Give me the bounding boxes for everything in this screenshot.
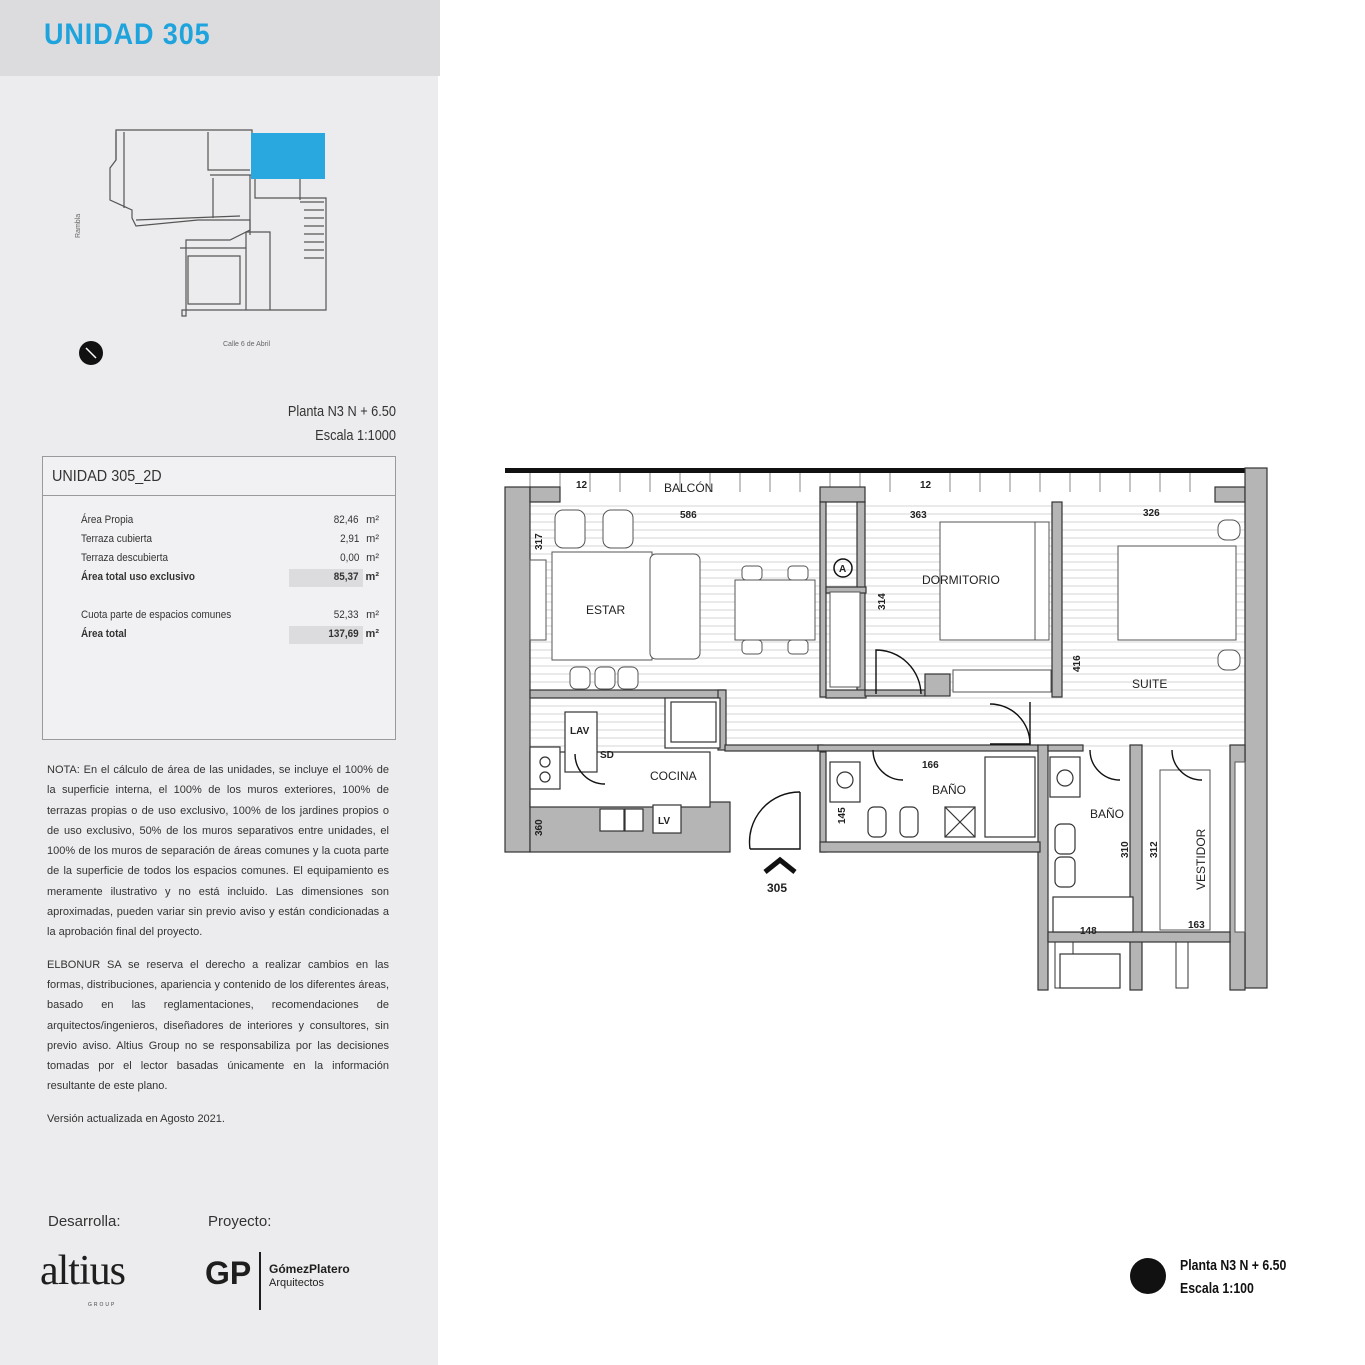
label-cocina: COCINA	[650, 769, 697, 783]
dim-bano1-width: 166	[922, 760, 939, 771]
plan-scale: Escala 1:1000	[315, 427, 396, 444]
title-bar	[0, 0, 440, 76]
label-sd: SD	[600, 750, 614, 761]
unit-area-table	[42, 456, 396, 740]
north-dot-icon	[1130, 1258, 1166, 1294]
plan-info	[229, 400, 396, 448]
bathroom-fixtures	[830, 757, 1133, 988]
dim-estar-height: 317	[534, 533, 545, 550]
page-title: UNIDAD 305	[44, 18, 211, 51]
label-vestidor: VESTIDOR	[1194, 828, 1208, 890]
area-row-propia: Área Propia 82,46 m²	[81, 514, 379, 526]
floor-plan-scale	[1180, 1254, 1286, 1300]
footer-level: Planta N3 N + 6.50	[1180, 1257, 1287, 1274]
dim-bano2-width: 148	[1080, 926, 1097, 937]
dim-balcon-width: 586	[680, 510, 697, 521]
dim-dorm-width: 363	[910, 510, 927, 521]
entry-unit-number: 305	[767, 881, 788, 895]
label-dormitorio: DORMITORIO	[922, 573, 1000, 587]
label-ac: A	[839, 564, 847, 575]
developer-label: Desarrolla:	[48, 1213, 121, 1230]
unit-305-highlight	[251, 133, 325, 179]
notes	[47, 760, 389, 1141]
floor-plan	[500, 462, 1275, 992]
area-row-terraza-descubierta: Terraza descubierta 0,00 m²	[81, 552, 379, 564]
dim-bano1-height: 145	[837, 807, 848, 824]
dim-dorm-height: 314	[877, 593, 888, 610]
logo-divider	[259, 1252, 261, 1310]
dim-balcon-depth-2: 12	[920, 480, 932, 491]
footer-scale: Escala 1:100	[1180, 1280, 1254, 1297]
balcony-railing	[505, 468, 1245, 492]
project-label: Proyecto:	[208, 1213, 272, 1230]
site-plan-key	[70, 120, 340, 370]
label-lv: LV	[658, 816, 671, 827]
version-text: Versión actualizada en Agosto 2021.	[47, 1112, 225, 1125]
dim-suite-width: 326	[1143, 508, 1160, 519]
label-bano-2: BAÑO	[1090, 807, 1125, 821]
dim-vest-height: 312	[1149, 841, 1160, 858]
area-row-terraza-cubierta: Terraza cubierta 2,91 m²	[81, 533, 379, 545]
dim-balcon-depth-1: 12	[576, 480, 588, 491]
label-balcon: BALCÓN	[664, 481, 714, 495]
dim-cocina-height: 360	[534, 819, 545, 836]
architect-sub: Arquitectos	[269, 1277, 325, 1289]
dim-vest-width: 163	[1188, 920, 1205, 931]
street-label-bottom: Calle 6 de Abril	[223, 341, 271, 348]
area-row-cuota-comunes: Cuota parte de espacios comunes 52,33 m²	[81, 609, 379, 621]
altius-logo: altius	[40, 1248, 125, 1294]
disclaimer-text: ELBONUR SA se reserva el derecho a realizar cambios en las formas, distribuciones, apariencia y contenido de los diferentes áreas, basado en las reglamentaciones, recomendaciones de arquitectos/ingenieros, diseñadores de interiores y consultores, sin previo aviso. Altius Group no se responsabiliza por las decisiones tomadas por el lector basadas únicamente en la información resultante de este plano.	[47, 958, 389, 1093]
architect-name: GómezPlatero	[269, 1262, 350, 1276]
label-suite: SUITE	[1132, 677, 1168, 691]
dim-bano2-height: 310	[1120, 841, 1131, 858]
area-row-total-uso-exclusivo: Área total uso exclusivo 85,37 m²	[81, 569, 379, 588]
dim-suite-height: 416	[1072, 655, 1083, 672]
gp-logo: GP	[205, 1255, 252, 1291]
label-bano-1: BAÑO	[932, 783, 967, 797]
area-row-total: Área total 137,69 m²	[81, 626, 379, 645]
altius-group-text: GROUP	[88, 1302, 117, 1308]
label-estar: ESTAR	[586, 603, 626, 617]
street-label-side: Rambla	[75, 213, 82, 238]
plan-level: Planta N3 N + 6.50	[287, 403, 396, 420]
label-lav: LAV	[570, 726, 590, 737]
entry-arrow-icon	[765, 860, 795, 872]
note-text: NOTA: En el cálculo de área de las unidades, se incluye el 100% de la superficie interna, el 100% de los muros exteriores, 100% de terrazas propias o de uso exclusivo, 100% de los jardines propios o de uso exclusivo, 50% de los muros separativos entre unidades, el 100% de los muros de separación de áreas comunes y la cuota parte de la superficie de todos los espacios comunes. El equipamiento es meramente ilustrativo y no está incluido. Las dimensiones son aproximadas, pueden variar sin previo aviso y están condicionadas a la aprobación final del proyecto.	[47, 764, 389, 939]
unit-box-title: UNIDAD 305_2D	[43, 457, 395, 496]
